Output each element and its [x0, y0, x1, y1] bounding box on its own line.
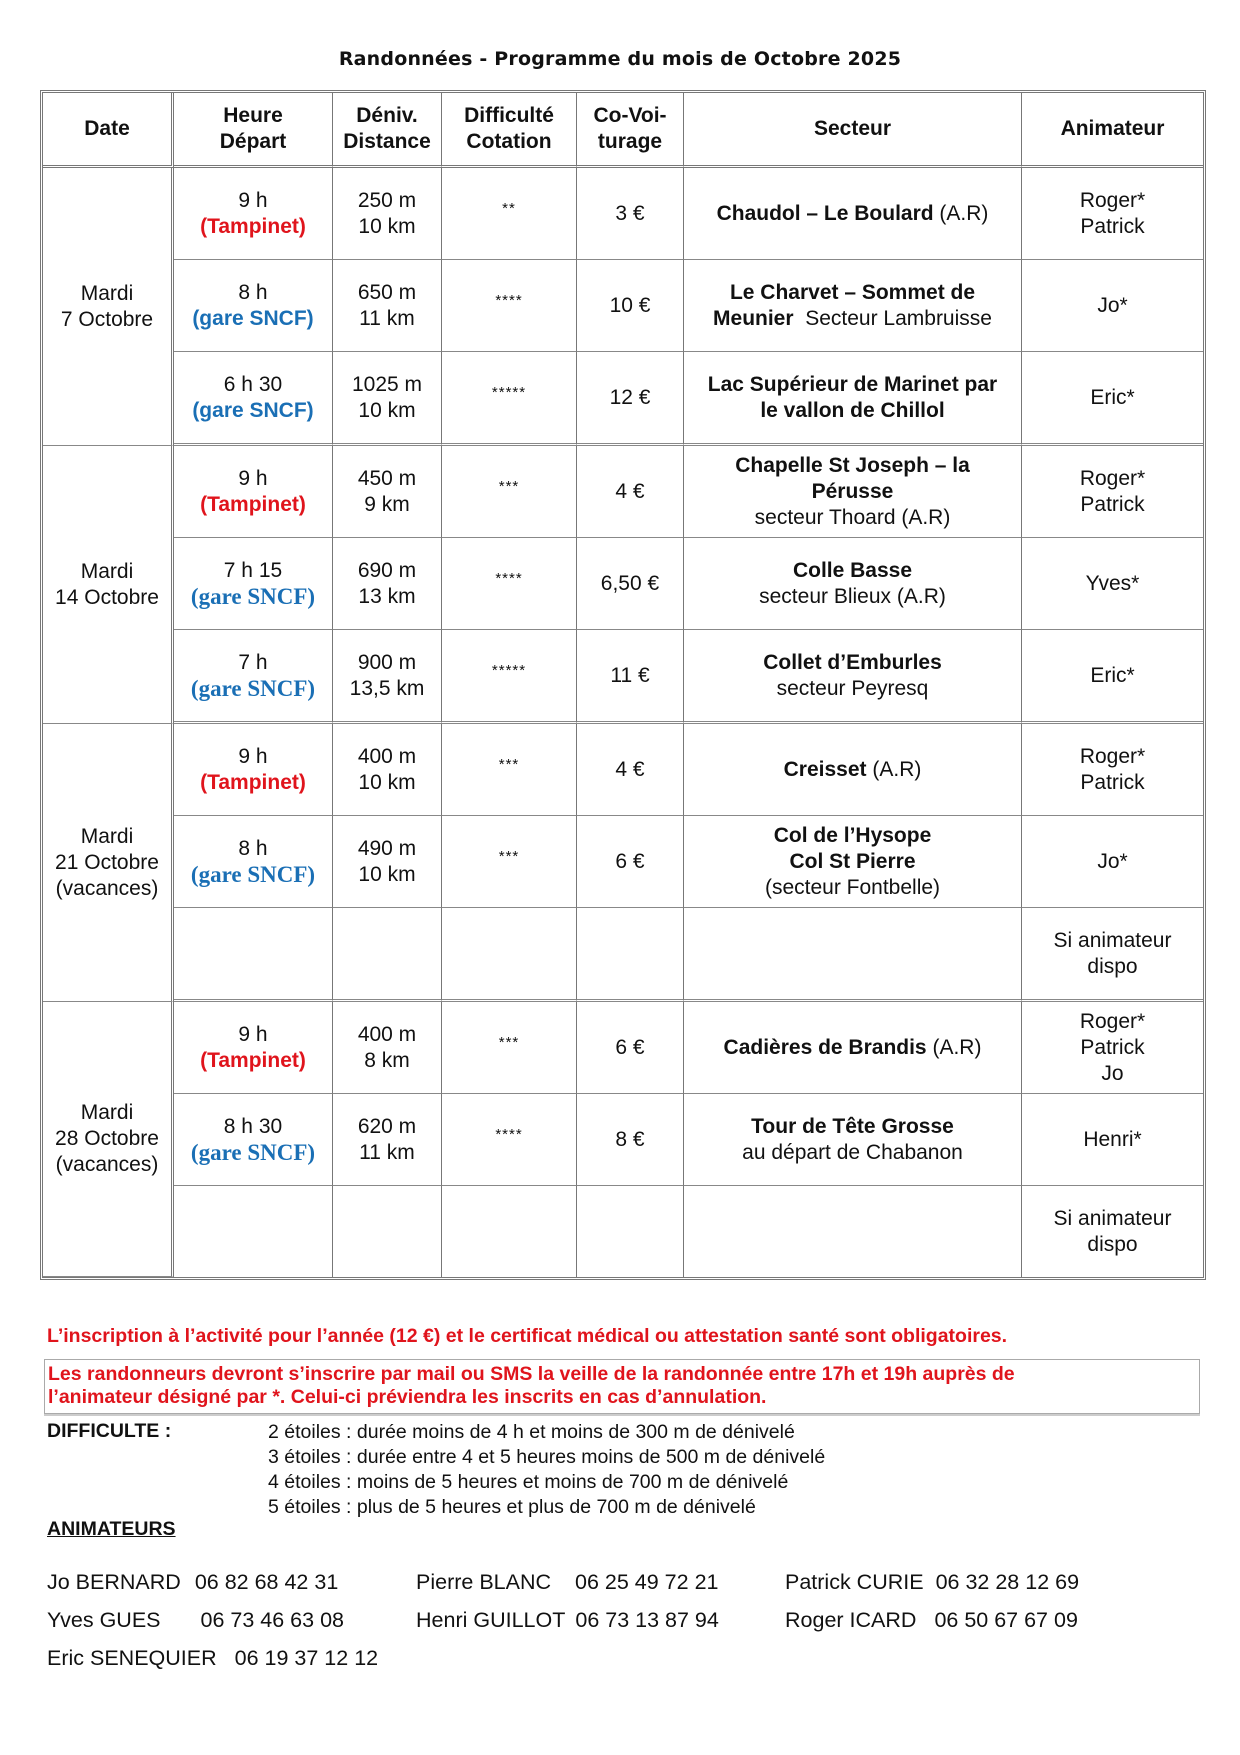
cotation-cell: [442, 352, 577, 446]
table-row: [43, 446, 1203, 538]
heure-depart-cell: [174, 260, 333, 352]
secteur-cell: [684, 724, 1022, 816]
distance: 9 km: [364, 492, 410, 516]
animateur-name: Roger*: [1079, 744, 1146, 768]
secteur-detail: au départ de Chabanon: [742, 1140, 963, 1164]
heure-depart-cell: [174, 630, 333, 724]
animateur-name: Roger*: [1079, 1009, 1146, 1033]
secteur-cell: [684, 1002, 1022, 1094]
header-date: Date: [43, 93, 174, 168]
secteur-name: Le Charvet – Sommet de: [729, 280, 976, 304]
animateur-name: Eric*: [1090, 385, 1135, 409]
covoiturage-cell: [577, 446, 684, 538]
heure: 8 h: [238, 836, 268, 860]
heure: 6 h 30: [223, 372, 283, 396]
secteur-name: Chapelle St Joseph – la: [735, 453, 970, 477]
deniv-distance-cell: [333, 724, 442, 816]
heure-depart-cell: [174, 908, 333, 1002]
date-cell: Mardi 21 Octobre (vacances): [43, 724, 174, 1002]
heure-depart-cell: [174, 1094, 333, 1186]
cotation-cell: [442, 260, 577, 352]
animateur-name: Roger*: [1079, 188, 1146, 212]
denivele: 690 m: [357, 558, 417, 582]
animateurs-title: ANIMATEURS: [47, 1518, 176, 1540]
covoiturage-price: 6 €: [615, 1035, 645, 1059]
heure: 7 h 15: [223, 558, 283, 582]
secteur-name: Cadières de Brandis: [723, 1035, 927, 1059]
covoiturage-cell: [577, 538, 684, 630]
denivele: 650 m: [357, 280, 417, 304]
meeting-point: (gare SNCF): [190, 861, 316, 887]
denivele: 400 m: [357, 744, 417, 768]
difficulty-stars: ***: [498, 1033, 520, 1051]
animateur-cell: [1022, 908, 1203, 1002]
animateur-name: Patrick: [1080, 1035, 1145, 1059]
secteur-name-cont: Meunier: [713, 306, 794, 330]
distance: 13,5 km: [349, 676, 425, 700]
header-difficulte-cotation: Difficulté Cotation: [442, 93, 577, 168]
covoiturage-price: 4 €: [615, 479, 645, 503]
date-cell: Mardi 28 Octobre (vacances): [43, 1002, 174, 1277]
covoiturage-cell: [577, 1002, 684, 1094]
meeting-point: (Tampinet): [200, 214, 306, 238]
difficulty-stars: ****: [495, 569, 523, 587]
contact-name: Yves GUES: [47, 1608, 161, 1632]
header-deniv-distance: Déniv. Distance: [333, 93, 442, 168]
animateur-cell: [1022, 630, 1203, 724]
table-row: [43, 724, 1203, 816]
contact-name: Roger ICARD: [785, 1608, 917, 1632]
animateur-cell: [1022, 1002, 1203, 1094]
deniv-distance-cell: [333, 1094, 442, 1186]
secteur-name-cont: Pérusse: [811, 479, 894, 503]
cotation-cell: [442, 908, 577, 1002]
contact-name: Pierre BLANC: [416, 1570, 552, 1594]
secteur-cell: [684, 908, 1022, 1002]
page-title: Randonnées - Programme du mois de Octobre 2025: [338, 48, 902, 70]
heure-depart-cell: [174, 724, 333, 816]
inscription-notice: L’inscription à l’activité pour l’année (12 €) et le certificat médical ou attestation santé sont obligatoires.: [47, 1325, 1008, 1347]
denivele: 490 m: [357, 836, 417, 860]
secteur-cell: [684, 630, 1022, 724]
cotation-cell: [442, 630, 577, 724]
covoiturage-price: 12 €: [609, 385, 651, 409]
cotation-cell: [442, 168, 577, 260]
animateur-name: Patrick: [1080, 492, 1145, 516]
animateur-name: dispo: [1087, 954, 1138, 978]
meeting-point: (gare SNCF): [190, 1139, 316, 1165]
animateur-name: Si animateur: [1053, 1206, 1172, 1230]
denivele: 450 m: [357, 466, 417, 490]
covoiturage-cell: [577, 630, 684, 724]
contact-phone: 06 25 49 72 21: [575, 1570, 719, 1594]
contact-phone: 06 73 46 63 08: [200, 1608, 344, 1632]
deniv-distance-cell: [333, 816, 442, 908]
contact-phone: 06 50 67 67 09: [934, 1608, 1078, 1632]
denivele: 900 m: [357, 650, 417, 674]
animateur-name: Henri*: [1083, 1127, 1142, 1151]
covoiturage-price: 4 €: [615, 757, 645, 781]
distance: 13 km: [358, 584, 416, 608]
meeting-point: (gare SNCF): [190, 675, 316, 701]
sms-notice: [44, 1359, 1200, 1414]
header-secteur: Secteur: [684, 93, 1022, 168]
difficulty-stars: *****: [491, 661, 527, 679]
secteur-name: Col de l’Hysope: [773, 823, 932, 847]
animateur-name: Patrick: [1080, 214, 1145, 238]
secteur-detail: secteur Thoard (A.R): [754, 505, 951, 529]
difficulty-line: 4 étoiles : moins de 5 heures et moins de 700 m de dénivelé: [268, 1471, 789, 1493]
table-row: [43, 630, 1203, 724]
secteur-name-cont: Col St Pierre: [789, 849, 916, 873]
secteur-name: Colle Basse: [792, 558, 913, 582]
secteur-name: Tour de Tête Grosse: [751, 1114, 954, 1138]
denivele: 250 m: [357, 188, 417, 212]
animateur-name: Roger*: [1079, 466, 1146, 490]
covoiturage-cell: [577, 352, 684, 446]
denivele: 1025 m: [351, 372, 423, 396]
programme-table: [40, 90, 1206, 1280]
deniv-distance-cell: [333, 352, 442, 446]
heure: 9 h: [238, 188, 268, 212]
cotation-cell: [442, 1002, 577, 1094]
contact-phone: 06 19 37 12 12: [234, 1646, 379, 1670]
table-row: [43, 908, 1203, 1002]
header-heure-depart: Heure Départ: [174, 93, 333, 168]
difficulty-stars: ***: [498, 477, 520, 495]
sms-notice-line1: Les randonneurs devront s’inscrire par mail ou SMS la veille de la randonnée entre 17h et 19h auprès de: [48, 1363, 1015, 1385]
deniv-distance-cell: [333, 630, 442, 724]
secteur-name: Lac Supérieur de Marinet par: [707, 372, 998, 396]
difficulty-stars: **: [502, 199, 516, 217]
table-row: [43, 168, 1203, 260]
table-row: [43, 1186, 1203, 1277]
secteur-cell: [684, 168, 1022, 260]
distance: 10 km: [358, 862, 416, 886]
covoiturage-cell: [577, 908, 684, 1002]
distance: 8 km: [364, 1048, 410, 1072]
denivele: 620 m: [357, 1114, 417, 1138]
secteur-detail: Secteur Lambruisse: [793, 306, 992, 330]
distance: 11 km: [359, 306, 415, 330]
distance: 10 km: [358, 214, 416, 238]
cotation-cell: [442, 446, 577, 538]
secteur-name: Collet d’Emburles: [763, 650, 942, 674]
secteur-name-cont: le vallon de Chillol: [760, 398, 945, 422]
heure-depart-cell: [174, 538, 333, 630]
animateur-name: dispo: [1087, 1232, 1138, 1256]
table-row: [43, 1094, 1203, 1186]
difficulty-stars: ****: [495, 1125, 523, 1143]
animateur-cell: [1022, 446, 1203, 538]
distance: 11 km: [359, 1140, 415, 1164]
table-row: [43, 352, 1203, 446]
covoiturage-price: 6 €: [615, 849, 645, 873]
secteur-cell: [684, 352, 1022, 446]
distance: 10 km: [358, 770, 416, 794]
difficulty-label: DIFFICULTE :: [47, 1420, 172, 1442]
secteur-cell: [684, 538, 1022, 630]
covoiturage-price: 3 €: [615, 201, 645, 225]
contact-item: [416, 1608, 719, 1633]
covoiturage-price: 10 €: [609, 293, 651, 317]
difficulty-line: 2 étoiles : durée moins de 4 h et moins de 300 m de dénivelé: [268, 1421, 795, 1443]
cotation-cell: [442, 1094, 577, 1186]
meeting-point: (gare SNCF): [190, 583, 316, 609]
covoiturage-cell: [577, 724, 684, 816]
covoiturage-price: 6,50 €: [600, 571, 660, 595]
heure: 9 h: [238, 1022, 268, 1046]
header-covoiturage: Co-Voi- turage: [577, 93, 684, 168]
animateur-name: Jo: [1101, 1061, 1124, 1085]
animateur-name: Eric*: [1090, 663, 1135, 687]
heure-depart-cell: [174, 1002, 333, 1094]
deniv-distance-cell: [333, 168, 442, 260]
date-cell: Mardi 7 Octobre: [43, 168, 174, 446]
heure: 9 h: [238, 744, 268, 768]
sms-notice-line2: l’animateur désigné par *. Celui-ci préviendra les inscrits en cas d’annulation.: [48, 1386, 767, 1408]
deniv-distance-cell: [333, 1186, 442, 1277]
animateur-cell: [1022, 1186, 1203, 1277]
secteur-detail: (secteur Fontbelle): [764, 875, 941, 899]
table-row: [43, 1002, 1203, 1094]
animateur-cell: [1022, 168, 1203, 260]
meeting-point: (Tampinet): [200, 1048, 306, 1072]
contact-item: [785, 1608, 1078, 1633]
contact-item: [47, 1570, 338, 1595]
table-header-row: [43, 93, 1203, 168]
deniv-distance-cell: [333, 446, 442, 538]
secteur-detail: secteur Blieux (A.R): [759, 584, 946, 608]
secteur-cell: [684, 1186, 1022, 1277]
secteur-suffix: (A.R): [933, 201, 989, 225]
difficulty-line: 5 étoiles : plus de 5 heures et plus de 700 m de dénivelé: [268, 1496, 756, 1518]
table-row: [43, 260, 1203, 352]
date-cell: Mardi 14 Octobre: [43, 446, 174, 724]
difficulty-line: 3 étoiles : durée entre 4 et 5 heures moins de 500 m de dénivelé: [268, 1446, 826, 1468]
animateur-cell: [1022, 724, 1203, 816]
heure-depart-cell: [174, 168, 333, 260]
secteur-suffix: (A.R): [866, 757, 922, 781]
heure: 9 h: [238, 466, 268, 490]
meeting-point: (Tampinet): [200, 770, 306, 794]
heure: 8 h 30: [223, 1114, 283, 1138]
contact-item: [47, 1608, 344, 1633]
difficulty-stars: ***: [498, 755, 520, 773]
contact-name: Jo BERNARD: [47, 1570, 181, 1594]
secteur-name: Creisset: [783, 757, 867, 781]
covoiturage-cell: [577, 1186, 684, 1277]
animateur-name: Si animateur: [1053, 928, 1172, 952]
contact-phone: 06 73 13 87 94: [575, 1608, 719, 1632]
secteur-cell: [684, 260, 1022, 352]
distance: 10 km: [358, 398, 416, 422]
contact-phone: 06 32 28 12 69: [935, 1570, 1080, 1594]
secteur-name: Chaudol – Le Boulard: [716, 201, 934, 225]
secteur-suffix: (A.R): [926, 1035, 982, 1059]
animateur-cell: [1022, 816, 1203, 908]
covoiturage-price: 8 €: [615, 1127, 645, 1151]
secteur-detail: secteur Peyresq: [776, 676, 929, 700]
cotation-cell: [442, 538, 577, 630]
contact-name: Patrick CURIE: [785, 1570, 924, 1594]
meeting-point: (gare SNCF): [192, 398, 314, 422]
heure-depart-cell: [174, 816, 333, 908]
table-row: [43, 816, 1203, 908]
animateur-cell: [1022, 1094, 1203, 1186]
heure-depart-cell: [174, 1186, 333, 1277]
covoiturage-price: 11 €: [610, 663, 650, 687]
animateur-name: Patrick: [1080, 770, 1145, 794]
contact-name: Henri GUILLOT: [416, 1608, 566, 1632]
cotation-cell: [442, 724, 577, 816]
deniv-distance-cell: [333, 260, 442, 352]
secteur-cell: [684, 816, 1022, 908]
denivele: 400 m: [357, 1022, 417, 1046]
contact-phone: 06 82 68 42 31: [194, 1570, 339, 1594]
heure-depart-cell: [174, 352, 333, 446]
difficulty-stars: ****: [495, 291, 523, 309]
heure-depart-cell: [174, 446, 333, 538]
covoiturage-cell: [577, 816, 684, 908]
animateur-cell: [1022, 260, 1203, 352]
animateur-cell: [1022, 352, 1203, 446]
meeting-point: (Tampinet): [200, 492, 306, 516]
contact-item: [785, 1570, 1079, 1595]
covoiturage-cell: [577, 260, 684, 352]
deniv-distance-cell: [333, 908, 442, 1002]
heure: 7 h: [238, 650, 268, 674]
header-animateur: Animateur: [1022, 93, 1203, 168]
covoiturage-cell: [577, 168, 684, 260]
animateur-cell: [1022, 538, 1203, 630]
table-row: [43, 538, 1203, 630]
cotation-cell: [442, 1186, 577, 1277]
animateur-name: Jo*: [1097, 293, 1128, 317]
contact-item: [416, 1570, 718, 1595]
covoiturage-cell: [577, 1094, 684, 1186]
secteur-cell: [684, 446, 1022, 538]
secteur-cell: [684, 1094, 1022, 1186]
deniv-distance-cell: [333, 538, 442, 630]
meeting-point: (gare SNCF): [192, 306, 314, 330]
animateur-name: Yves*: [1085, 571, 1140, 595]
difficulty-stars: ***: [498, 847, 520, 865]
contact-name: Eric SENEQUIER: [47, 1646, 217, 1670]
difficulty-stars: *****: [491, 383, 527, 401]
animateur-name: Jo*: [1097, 849, 1128, 873]
cotation-cell: [442, 816, 577, 908]
heure: 8 h: [238, 280, 268, 304]
contact-item: [47, 1646, 378, 1671]
deniv-distance-cell: [333, 1002, 442, 1094]
